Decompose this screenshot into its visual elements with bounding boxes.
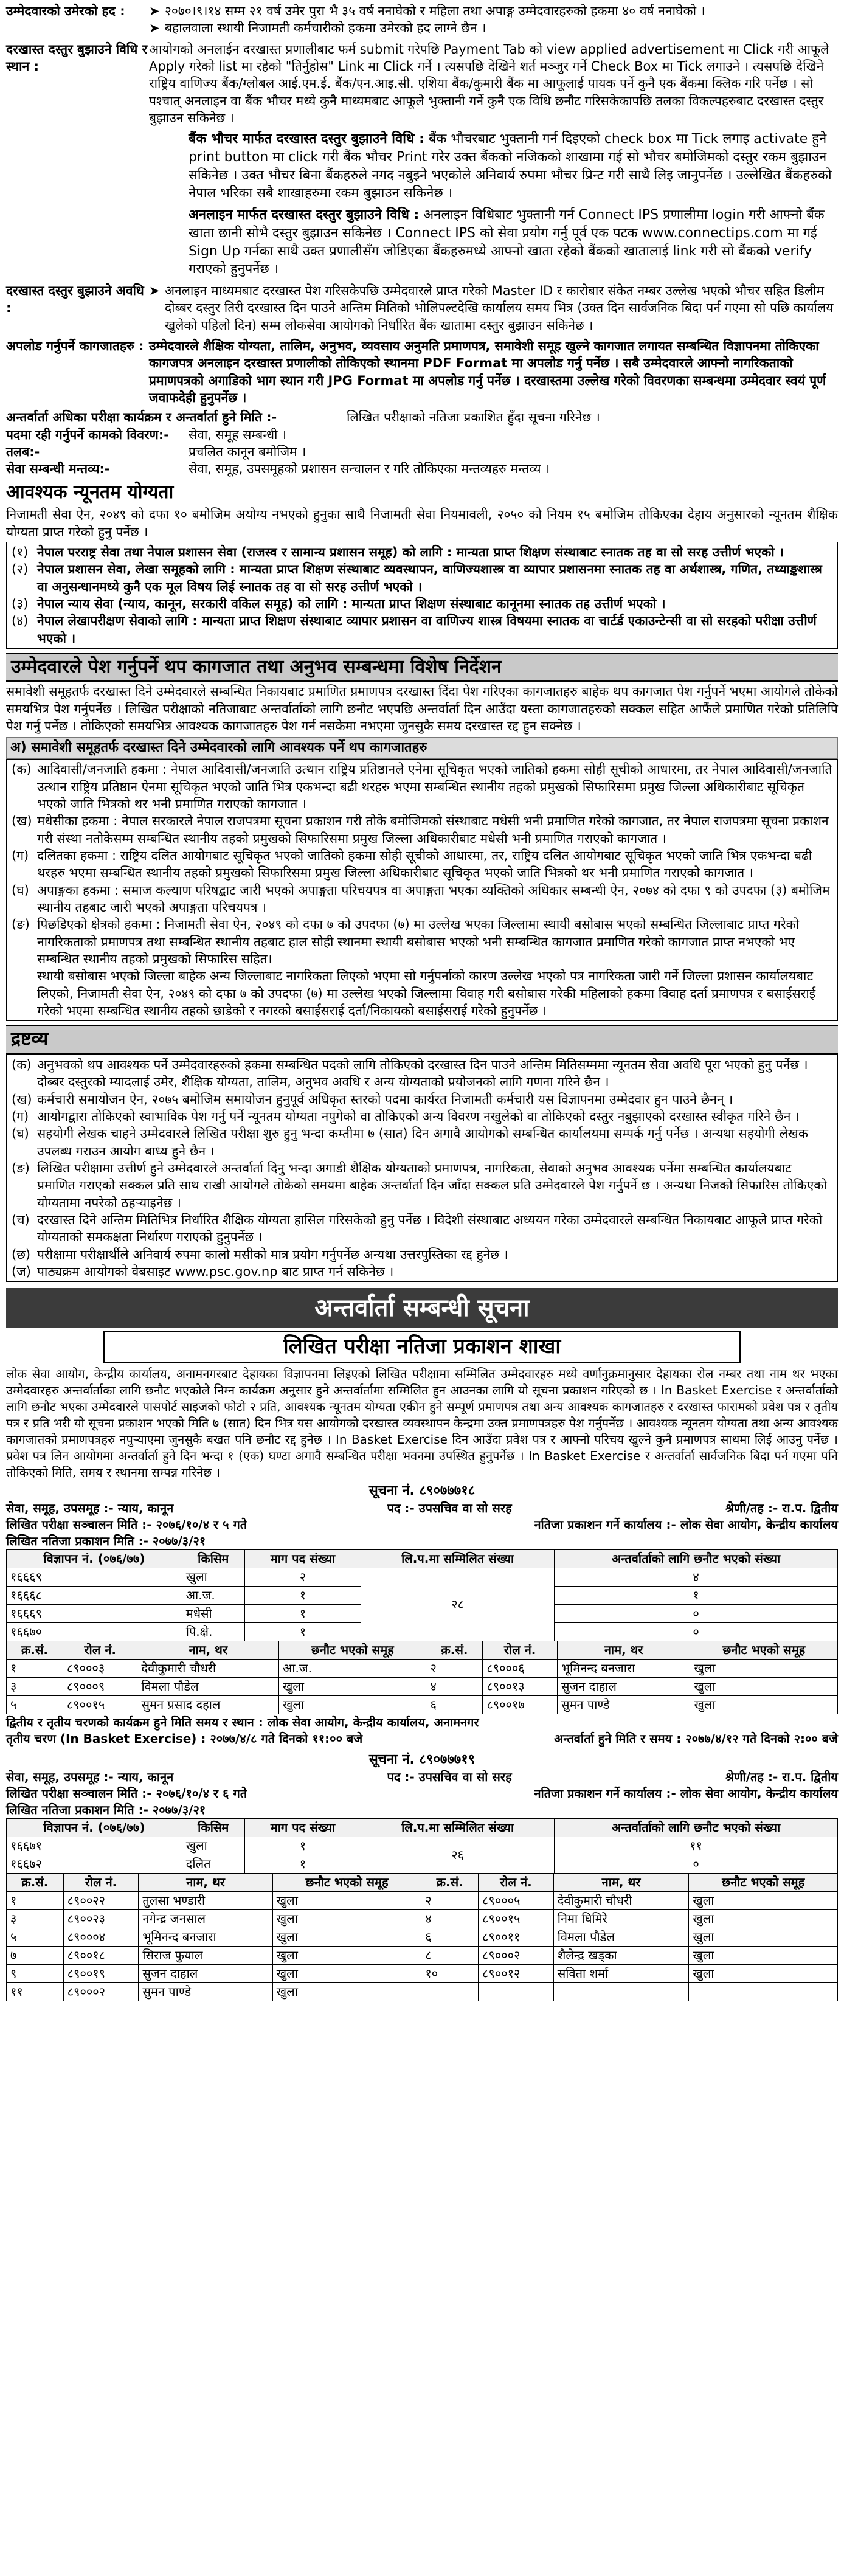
table-row (7, 1928, 838, 1946)
table-cell: ५ (7, 1695, 63, 1714)
table-cell: खुला (272, 1891, 421, 1909)
column-header: रोल नं. (63, 1641, 137, 1659)
item-number: (क) (12, 762, 32, 777)
list-item (12, 612, 832, 647)
table-cell: खुला (689, 1891, 838, 1909)
table-cell: ८९००१९ (63, 1964, 139, 1982)
item-number: (क) (12, 1057, 32, 1072)
schedule-line (6, 1714, 838, 1731)
table-cell: ८९०००४ (63, 1928, 139, 1946)
table-cell: खुला (689, 1928, 838, 1946)
meta-label: सेवा, समूह, उपसमूह :- (6, 1500, 114, 1515)
table-cell: ८९००२२ (63, 1891, 139, 1909)
table-cell: ९ (7, 1964, 64, 1982)
table-cell: ८९००१७ (483, 1695, 558, 1714)
info-text: प्रचलित कानून बमोजिम । (189, 445, 306, 459)
notice-meta-row (6, 1785, 838, 1802)
table-cell: खुला (690, 1677, 838, 1695)
table-cell: १ (555, 1586, 838, 1604)
info-row (6, 443, 838, 460)
table-cell: भूमिनन्द बनजारा (557, 1659, 690, 1677)
item-text: लिखित परीक्षामा उत्तीर्ण हुने उम्मेदवारले अन्तर्वार्ता दिनु भन्दा अगाडी शैक्षिक योग्यताको प्रमाणपत्र, नागरिकता, सेवाको अनुभव आवश्यक पर्नेमा सम्बन्धित कार्यालयबाट प्रमाणित गराएको सक्कल प्रति साथ राखी आयोगले तोकेको समयमा बाहेक अन्तर्वार्ता दिन जाँदा सक्कल प्रति उम्मेदवारले पेश गर्नुपर्ने छ । अन्यथा निजको सिफारिस तोकिएको योग्यतामा नपरेको ठहर्‍याइनेछ । (37, 1160, 827, 1210)
notice-meta-row (6, 1517, 838, 1533)
list-item (12, 968, 832, 1019)
table-cell: ११ (555, 1837, 838, 1855)
meta-label: पद :- (387, 1769, 415, 1784)
table-cell: २६ (361, 1837, 555, 1873)
age-limit-row (6, 2, 838, 37)
column-header: विज्ञापन नं. (०७६/७७) (7, 1549, 182, 1568)
item-number: (च) (12, 1212, 30, 1227)
table-cell: ८९०००९ (63, 1677, 137, 1695)
table-cell: १६६७२ (7, 1855, 182, 1873)
meta-label: लिखित नतिजा प्रकाशन मिति :- (6, 1802, 148, 1817)
column-header: लि.प.मा सम्मिलित संख्या (361, 1818, 555, 1837)
column-header: क्र.सं. (421, 1873, 479, 1891)
info-row (6, 460, 838, 477)
deadline-body: अनलाइन माध्यमबाट दरखास्त पेश गरिसकेपछि उम्मेदवारले प्राप्त गरेको Master ID र कारोबार संकेत नम्बर उल्लेख भएको भौचर सहित डिलीम दोब्बर दस्तुर तिरी दरखास्त दिन पाउने अन्तिम मितिको भोलिपल्टदेखि कार्यालय समय भित्र (उक्त दिन सार्वजनिक बिदा पर्न गएमा सो पछि कार्यालय खुलेको पहिलो दिन) सम्म लोकसेवा आयोगको निर्धारित बैंक खातामा दस्तुर बुझाउन सकिनेछ । (165, 283, 834, 333)
table-cell: खुला (272, 1964, 421, 1982)
meta-label: पद :- (387, 1500, 415, 1515)
table-cell: ४ (426, 1677, 483, 1695)
table-cell: देवीकुमारी चौधरी (137, 1659, 279, 1677)
item-text: आयोगद्वारा तोकिएको स्वाभाविक पेश गर्नु पर्ने न्यूनतम योग्यता नपुगेको वा तोकिएको अन्य विवरण नखुलेको वा तोकिएको दस्तुर नबुझाएको दरखास्त स्वीकृत गरिने छैन । (37, 1109, 800, 1124)
item-text: नेपाल परराष्ट्र सेवा तथा नेपाल प्रशासन सेवा (राजस्व र सामान्य प्रशासन समूह) को लागि : मान्यता प्राप्त शिक्षण संस्थाबाट स्नातक तह वा सो सरह उत्तीर्ण भएको । (37, 544, 784, 559)
upload-label: अपलोड गर्नुपर्ने कागजातहरु : (6, 338, 144, 353)
table-row (7, 1964, 838, 1982)
table-cell: ८ (421, 1946, 479, 1964)
column-header: लि.प.मा सम्मिलित संख्या (361, 1549, 555, 1568)
item-text: परीक्षामा परीक्षार्थीले अनिवार्य रुपमा कालो मसीको मात्र प्रयोग गर्नुपर्नेछ अन्यथा उत्तरपुस्तिका रद्द हुनेछ । (37, 1247, 508, 1262)
table-cell: खुला (689, 1964, 838, 1982)
column-header: छनौट भएको समूह (272, 1873, 421, 1891)
column-header: अन्तर्वार्ताको लागि छनौट भएको संख्या (555, 1818, 838, 1837)
schedule-value: लोक सेवा आयोग, केन्द्रीय कार्यालय, अनामनगर (267, 1714, 479, 1729)
item-text: कर्मचारी समायोजन ऐन, २०७५ बमोजिम समायोजन हुनुपूर्व अधिकृत स्तरको पदमा कार्यरत निजामती कर्मचारी यस विज्ञापनमा उम्मेदवार हुन पाउने छैनन् । (37, 1092, 733, 1107)
item-number: (ख) (12, 814, 32, 829)
item-number: (घ) (12, 882, 29, 898)
schedule-value: २०७७/४/८ गते दिनको ११:०० बजे (210, 1731, 363, 1746)
notes-list (6, 1054, 838, 1282)
info-row (6, 426, 838, 443)
document-page (6, 0, 838, 2001)
fee-method-body: आयोगको अनलाईन दरखास्त प्रणालीबाट फर्म submit गरेपछि Payment Tab को view applied advertisement मा Click गरी आफूले Apply गरेको list मा रहेको "तिर्नुहोस" Link मा Click गर्ने । त्यसपछि देखिने शर्त मञ्जुर गर्ने Check Box मा Tick लगाउने । त्यसपछि देखिने राष्ट्रिय वाणिज्य बैंक/ग्लोबल आई.एम.ई. बैंक/एन.आइ.सी. एशिया बैंक/कुमारी बैंक मा आफूलाई पायक पर्ने कुनै एक बैंकमा क्लिक गरि पर्नेछ । सो पश्चात् अनलाइन वा बैंक भौचर मध्ये कुनै माध्यमबाट आफूले भुक्तानी गर्ने कुनै एक विधि छनौट गरिसकेकापछि तलका विकल्पहरुबाट दरखास्त दस्तुर बुझाउन सकिनेछ । (149, 41, 829, 126)
table-cell: ८९०००६ (483, 1659, 558, 1677)
table-cell: २८ (361, 1568, 555, 1641)
list-item (12, 1263, 832, 1280)
results-table (6, 1641, 838, 1714)
item-number: (४) (12, 614, 29, 629)
bullet-icon: ➤ (149, 4, 160, 18)
notice-meta-row (6, 1769, 838, 1785)
table-cell: देवीकुमारी चौधरी (553, 1891, 689, 1909)
column-header: किसिम (182, 1818, 244, 1837)
meta-value: २०७६/१०/४ र ६ गते (156, 1785, 247, 1801)
bullet-icon: ➤ (149, 21, 160, 36)
item-number: (छ) (12, 1247, 31, 1262)
table-cell: ८९०००२ (63, 1982, 139, 2001)
list-item (12, 544, 832, 561)
info-label: पदमा रही गर्नुपर्ने कामको विवरण:- (6, 427, 169, 442)
table-cell: ० (555, 1604, 838, 1622)
meta-label: लिखित परीक्षा सञ्चालन मिति :- (6, 1785, 152, 1801)
table-cell: ० (555, 1855, 838, 1873)
table-cell: २ (421, 1891, 479, 1909)
deadline-text (149, 282, 838, 334)
table-cell: आ.ज. (279, 1659, 426, 1677)
notes-heading: द्रष्टव्य (6, 1025, 838, 1054)
column-header: क्र.सं. (7, 1873, 64, 1891)
item-number: (२) (12, 562, 29, 577)
online-text: अनलाइन विधिबाट भुक्तानी गर्न Connect IPS प्रणालीमा login गरी आफ्नो बैंक खाता छानी सोभै दस्तुर बुझाउन सकिनेछ । Connect IPS को सेवा प्रयोग गर्नु पूर्व एक पटक www.connectips.com मा गई Sign Up गर्नका साथै उक्त प्रणालीसँग जोडिएका बैंकहरुमध्ये आफ्नो खाता रहेको बैंकको खातालाई link गरी सो बैंकको verify गराएको हुनुपर्नेछ । (189, 207, 825, 277)
table-header-row (7, 1818, 838, 1837)
list-item (12, 1160, 832, 1211)
item-text: अनुभवको थप आवश्यक पर्ने उम्मेदवारहरुको हकमा सम्बन्धित पदको लागि तोकिएको दरखास्त दिन पाउने अन्तिम मितिसम्ममा न्यूनतम सेवा अवधि पूरा भएको हुनु पर्नेछ । दोब्बर दस्तुरको म्यादलाई उमेर, शैक्षिक योग्यता, तालिम, अनुभव अवधि र अन्य योग्यताको प्रयोजनको लागि गणना गरिने छैन । (37, 1057, 808, 1090)
table-cell: खुला (272, 1982, 421, 2001)
column-header: छनौट भएको समूह (690, 1641, 838, 1659)
online-title: अनलाइन मार्फत दरखास्त दस्तुर बुझाउने विधि : (189, 207, 420, 223)
table-cell: खुला (279, 1677, 426, 1695)
column-header: माग पद संख्या (244, 1818, 361, 1837)
info-label: सेवा सम्बन्धी मन्तव्य:- (6, 462, 110, 477)
table-cell (689, 1982, 838, 2001)
table-cell: निमा घिमिरे (553, 1909, 689, 1928)
table-cell: ८९००१५ (479, 1909, 554, 1928)
column-header: नाम, थर (139, 1873, 272, 1891)
table-header-row (7, 1549, 838, 1568)
table-cell: ८९०००५ (479, 1891, 554, 1909)
table-cell: नगेन्द्र जनसाल (139, 1909, 272, 1928)
table-row (7, 1695, 838, 1714)
column-header: माग पद संख्या (244, 1549, 361, 1568)
table-cell: १६६६९ (7, 1604, 182, 1622)
table-cell: ८९००१३ (483, 1677, 558, 1695)
table-row (7, 1982, 838, 2001)
list-item (12, 761, 832, 812)
table-cell: २ (244, 1568, 361, 1586)
table-cell: सविता शर्मा (553, 1964, 689, 1982)
column-header: रोल नं. (483, 1641, 558, 1659)
table-cell: विमला पौडेल (553, 1928, 689, 1946)
table-cell: खुला (689, 1946, 838, 1964)
table-cell: पि.क्षे. (182, 1622, 244, 1641)
meta-value: २०७७/३/२१ (152, 1533, 206, 1548)
upload-row (6, 338, 838, 406)
table-cell: १ (7, 1659, 63, 1677)
list-item (12, 595, 832, 612)
item-number: (ङ) (12, 917, 30, 932)
voucher-title: बैंक भौचर मार्फत दरखास्त दस्तुर बुझाउने विधि : (189, 131, 424, 147)
column-header: क्र.सं. (426, 1641, 483, 1659)
info-label: तलब:- (6, 445, 40, 459)
column-header: नाम, थर (553, 1873, 689, 1891)
info-text: सेवा, समूह, उपसमूहको प्रशासन सन्चालन र गरि तोकिएका मन्तव्यहरु मन्तव्य । (189, 462, 550, 477)
schedule-value: २०७७/४/१२ गते दिनको २:०० बजे (685, 1731, 838, 1746)
column-header: विज्ञापन नं. (०७६/७७) (7, 1818, 182, 1837)
meta-value: २०७७/३/२१ (152, 1802, 206, 1817)
age-limit-label: उम्मेदवारको उमेरको हद : (6, 4, 125, 18)
column-header: रोल नं. (63, 1873, 139, 1891)
table-cell: ८९००१८ (63, 1946, 139, 1964)
item-number: (ङ) (12, 1160, 30, 1175)
table-row (7, 1946, 838, 1964)
notice-number: सूचना नं. ८९०७७७१८ (368, 1483, 476, 1499)
item-number: (१) (12, 544, 29, 559)
table-row (7, 1909, 838, 1928)
fee-method-row (6, 41, 838, 127)
table-cell: ५ (7, 1928, 64, 1946)
meta-value: उपसचिव वा सो सरह (418, 1500, 512, 1515)
meta-value: न्याय, कानून (117, 1769, 174, 1784)
table-cell: सुमन प्रसाद दहाल (137, 1695, 279, 1714)
table-cell: आ.ज. (182, 1586, 244, 1604)
table-cell: १ (244, 1586, 361, 1604)
qualification-list (6, 542, 838, 649)
notice-meta-row (6, 1802, 838, 1818)
table-cell: ६ (426, 1695, 483, 1714)
info-text: लिखित परीक्षाको नतिजा प्रकाशित हुँदा सूचना गरिनेछ । (347, 410, 600, 425)
column-header: किसिम (182, 1549, 244, 1568)
meta-label: श्रेणी/तह :- (725, 1769, 778, 1784)
age-limit-text: २०७०।९।१४ सम्म २१ वर्ष उमेर पुरा भै ३५ वर्ष ननाघेको र महिला तथा अपाङ्ग उम्मेदवारहरुको हकमा ४० वर्ष ननाघेको । (165, 4, 705, 18)
table-cell: भूमिनन्द बनजारा (139, 1928, 272, 1946)
table-cell: खुला (272, 1909, 421, 1928)
item-text: सहयोगी लेखक चाहने उम्मेदवारले लिखित परीक्षा शुरु हुनु भन्दा कम्तीमा ७ (सात) दिन अगावै आयोगको सम्बन्धित कार्यालयमा सम्पर्क गर्नु पर्नेछ । अन्यथा सहयोगी लेखक उपलब्ध गराउन आयोग बाध्य हुने छैन । (37, 1126, 808, 1158)
deadline-row (6, 282, 838, 334)
table-cell: १ (244, 1837, 361, 1855)
item-number: (ग) (12, 1109, 29, 1124)
item-text: आदिवासी/जनजाति हकमा : नेपाल आदिवासी/जनजाति उत्थान राष्ट्रिय प्रतिष्ठानले एनेमा सूचिकृत भएको जातिको हकमा सोही सूचीको आधारमा, तर नेपाल आदिवासी/जनजाति उत्थान राष्ट्रिय प्रतिष्ठान ऐनमा सूचिकृत भएको जाति भित्र एकभन्दा बढी थरहरु भएमा सम्बन्धित स्थानीय तहको प्रमुखको सिफारिसमा प्रमुख जिल्ला अधिकारीबाट सूचिकृत भएको जाति भित्रको थर भनी प्रमाणित गराएको कागजात । (37, 762, 832, 811)
meta-value: २०७६/१०/४ र ५ गते (156, 1517, 247, 1532)
advertisement-table (6, 1818, 838, 1874)
table-row (7, 1659, 838, 1677)
table-cell (421, 1982, 479, 2001)
interview-banner: अन्तर्वार्ता सम्बन्धी सूचना (6, 1288, 838, 1328)
list-item (12, 882, 832, 916)
table-cell: १ (244, 1855, 361, 1873)
meta-value: रा.प. द्वितीय (782, 1769, 838, 1784)
item-text: पाठ्यक्रम आयोगको वेबसाइट www.psc.gov.np बाट प्राप्त गर्न सकिनेछ । (37, 1264, 394, 1279)
table-cell: ० (555, 1622, 838, 1641)
result-section-banner: लिखित परीक्षा नतिजा प्रकाशन शाखा (103, 1331, 741, 1363)
item-text: पिछडिएको क्षेत्रको हकमा : निजामती सेवा ऐन, २०४९ को दफा ७ को उपदफा (७) मा उल्लेख भएका जिल्लामा स्थायी बसोबास भएको सम्बन्धित जिल्लाबाट प्राप्त गरेको नागरिकताको प्रमाणपत्र तथा सम्बन्धित स्थानीय तहबाट हाल सोही स्थानमा स्थायी बसोबास भएको भनी सम्बन्धित कागजात प्रमाणित गरेको कागजात प्राप्त नभएको भए सम्बन्धित स्थानीय तहको प्रमुखको सिफारिस सहित। (37, 917, 800, 966)
list-item (12, 1125, 832, 1160)
list-item (12, 1091, 832, 1108)
documents-subheading: अ) समावेशी समूहतर्फ दरखास्त दिने उम्मेदवारको लागि आवश्यक पर्ने थप कागजातहरु (6, 737, 838, 759)
item-text: दरखास्त दिने अन्तिम मितिभित्र निर्धारित शैक्षिक योग्यता हासिल गरिसकेको हुनु पर्नेछ । विदेशी संस्थाबाट अध्ययन गरेका उम्मेदवारले सम्बन्धित निकायबाट आफूले प्राप्त गरेको योग्यताको समकक्षता निर्धारण गराएको हुनुपर्नेछ । (37, 1212, 823, 1245)
table-cell: १६६७१ (7, 1837, 182, 1855)
table-cell: खुला (182, 1568, 244, 1586)
table-cell: ७ (7, 1946, 64, 1964)
list-item (12, 847, 832, 882)
age-limit-list (149, 2, 838, 37)
documents-heading: उम्मेदवारले पेश गर्नुपर्ने थप कागजात तथा अनुभव सम्बन्धमा विशेष निर्देशन (6, 653, 838, 682)
item-text: स्थायी बसोबास भएको जिल्ला बाहेक अन्य जिल्लाबाट नागरिकता लिएको भएमा सो गर्नुपर्नाको कारण उल्लेख भएको पत्र नागरिकता जारी गर्ने जिल्ला प्रशासन कार्यालयबाट लिएको, निजामती सेवा ऐन, २०४९ को दफा ७ को उपदफा (७) मा उल्लेख भएको जिल्लामा विवाह गरी बसोबास गरेकी महिलाको हकमा विवाह दर्ता प्रमाणपत्र र बसाईसराई गरेको भएमा सम्बन्धित स्थानीय तहको छाडेको र नगरको बसाईसराई दर्ता/निकायको बसाईसराई गरेको हुनुपर्नेछ । (37, 969, 816, 1018)
info-label: अन्तर्वार्ता अधिका परीक्षा कार्यक्रम र अन्तर्वार्ता हुने मिति :- (6, 410, 277, 425)
table-header-row (7, 1641, 838, 1659)
fee-method-text (149, 41, 838, 127)
list-item (12, 812, 832, 847)
voucher-text: बैंक भौचरबाट भुक्तानी गर्न दिइएको check box मा Tick लगाइ activate हुने print button मा click गरी बैंक भौचर Print गरेर उक्त बैंकको नजिकको शाखामा गई सो भौचर बमोजिमको दस्तुर रकम बुझाउन सकिनेछ । उक्त भौचर बिना बैंकहरुले नगद नबुझ्ने भएकोले अनिवार्य रुपमा भौचर प्रिन्ट गरी साथै लिइ जानुपर्नेछ । उल्लेखित बैंकहरुको नेपाल भरिका सबै शाखाहरुमा रकम बुझाउन सकिनेछ । (189, 131, 832, 201)
item-number: (ज) (12, 1264, 31, 1279)
meta-label: नतिजा प्रकाशन गर्ने कार्यालय :- (534, 1785, 676, 1801)
table-cell: १ (244, 1604, 361, 1622)
table-cell: ८९०००३ (63, 1659, 137, 1677)
documents-intro: समावेशी समूहतर्फ दरखास्त दिने उम्मेदवारले सम्बन्धित निकायबाट प्रमाणित प्रमाणपत्र दरखास्त दिंदा पेश गरिएका कागजातहरु बाहेक थप कागजात पेश गर्नुपर्ने भएमा आयोगले तोकेको समयभित्र पेश गर्नुपर्नेछ । लिखित परीक्षाको नतिजाबाट अन्तर्वार्ताको लागि छनौट भएपछि अन्तर्वार्ता दिन आउँदा यस्ता कागजातहरुको सक्कल सहित आफैंले प्रमाणित गरेको प्रतिलिपि पेश गर्नु पर्नेछ । तोकिएको समयभित्र आवश्यक कागजातहरु पेश गर्न नसकेमा नभएमा जुनसुकै समय दरखास्त रद्द हुन सक्नेछ । (6, 684, 838, 734)
table-cell: खुला (272, 1928, 421, 1946)
info-row (6, 409, 838, 426)
table-cell: ३ (7, 1677, 63, 1695)
table-cell (479, 1982, 554, 2001)
table-cell (553, 1982, 689, 2001)
meta-value: लोक सेवा आयोग, केन्द्रीय कार्यालय (680, 1785, 838, 1801)
fee-method-label: दरखास्त दस्तुर बुझाउने विधि र स्थान : (6, 41, 148, 74)
table-cell: सिराज फुयाल (139, 1946, 272, 1964)
table-cell: १६६६८ (7, 1586, 182, 1604)
table-cell: मधेसी (182, 1604, 244, 1622)
table-cell: सुजन दाहाल (557, 1677, 690, 1695)
meta-value: न्याय, कानून (117, 1500, 174, 1515)
item-number: (घ) (12, 1126, 29, 1141)
meta-label: श्रेणी/तह :- (725, 1500, 778, 1515)
table-row (7, 1837, 838, 1855)
notice-meta-row (6, 1533, 838, 1549)
schedule-label: तृतीय चरण (In Basket Exercise) : (6, 1731, 206, 1746)
meta-label: लिखित नतिजा प्रकाशन मिति :- (6, 1533, 148, 1548)
table-cell: ८९००२३ (63, 1909, 139, 1928)
column-header: रोल नं. (479, 1873, 554, 1891)
results-table (6, 1873, 838, 2001)
table-header-row (7, 1873, 838, 1891)
item-text: दलितका हकमा : राष्ट्रिय दलित आयोगबाट सूचिकृत भएको जातिको हकमा सोही सूचीको आधारमा, तर, राष्ट्रिय दलित आयोगबाट सूचिकृत भएको जाति भित्र एकभन्दा बढी थरहरु भएमा सम्बन्धित स्थानीय तहको प्रमुखको सिफारिसमा प्रमुख जिल्ला अधिकारीबाट सूचिकृत भएको जाति भित्रको थर भनी प्रमाणित गराएको कागजात । (37, 848, 812, 881)
table-cell: सुमन पाण्डे (139, 1982, 272, 2001)
meta-label: लिखित परीक्षा सञ्चालन मिति :- (6, 1517, 152, 1532)
table-cell: १ (244, 1622, 361, 1641)
list-item (12, 1108, 832, 1125)
column-header: नाम, थर (557, 1641, 690, 1659)
table-cell: ११ (7, 1982, 64, 2001)
qualification-heading: आवश्यक न्यूनतम योग्यता (6, 481, 174, 503)
item-text: मधेसीका हकमा : नेपाल सरकारले नेपाल राजपत्रमा सूचना प्रकाशन गरी तोके बमोजिमको संस्थाबाट मधेसी भनी प्रमाणित गरेको कागजात, तर नेपाल राजपत्रमा सूचना प्रकाशन गरी संस्था नतोकेसम्म सम्बन्धित स्थानीय तहको प्रमुखको सिफारिसमा प्रमुख जिल्ला अधिकारीबाट मधेसी भनी प्रमाणित गराएको कागजात । (37, 814, 829, 846)
info-text: सेवा, समूह सम्बन्धी । (189, 427, 287, 442)
table-cell: सुमन पाण्डे (557, 1695, 690, 1714)
schedule-label: द्वितीय र तृतीय चरणको कार्यक्रम हुने मिति समय र स्थान : (6, 1714, 263, 1729)
table-cell: खुला (272, 1946, 421, 1964)
table-cell: ३ (7, 1909, 64, 1928)
list-item (12, 1056, 832, 1091)
meta-label: सेवा, समूह, उपसमूह :- (6, 1769, 114, 1784)
table-cell: विमला पौडेल (137, 1677, 279, 1695)
voucher-section (6, 130, 838, 203)
item-number: (३) (12, 596, 29, 611)
table-row (7, 1677, 838, 1695)
item-text: नेपाल न्याय सेवा (न्याय, कानून, सरकारी वकिल समूह) को लागि : मान्यता प्राप्त शिक्षण संस्थाबाट कानूनमा स्नातक तह उत्तीर्ण भएको । (37, 596, 666, 611)
table-cell: १० (421, 1964, 479, 1982)
table-cell: ४ (555, 1568, 838, 1586)
meta-value: उपसचिव वा सो सरह (418, 1769, 512, 1784)
table-cell: १६६७० (7, 1622, 182, 1641)
table-cell: शैलेन्द्र खड्का (553, 1946, 689, 1964)
bullet-icon: ➤ (149, 283, 160, 298)
table-cell: दलित (182, 1855, 244, 1873)
list-item (12, 916, 832, 968)
meta-label: नतिजा प्रकाशन गर्ने कार्यालय :- (534, 1517, 676, 1532)
upload-text: उम्मेदवारले शैक्षिक योग्यता, तालिम, अनुभव, व्यवसाय अनुमति प्रमाणपत्र, समावेशी समूह खुल्ने कागजात लगायत सम्बन्धित विज्ञापनमा तोकिएका कागजपत्र अनलाइन दरखास्त प्रणालीको तोकिएको स्थानमा PDF Format मा अपलोड गर्नु पर्नेछ । सबै उम्मेदवारले आफ्नो नागरिकताको प्रमाणपत्रको अगाडिको भाग स्थान गरी JPG Format मा अपलोड गर्नु पर्नेछ । दरखास्तमा उल्लेख गरेको विवरणका सम्बन्धमा उम्मेदवार स्वयं पूर्ण जवाफदेही हुनुपर्नेछ । (149, 338, 826, 405)
list-item (12, 561, 832, 595)
table-row (7, 1891, 838, 1909)
list-item (12, 1211, 832, 1246)
column-header: क्र.सं. (7, 1641, 63, 1659)
deadline-label: दरखास्त दस्तुर बुझाउने अवधि : (6, 283, 144, 316)
item-text: नेपाल लेखापरीक्षण सेवाको लागि : मान्यता प्राप्त शिक्षण संस्थाबाट व्यापार प्रशासन वा वाणिज्य शास्त्र विषयमा स्नातक वा चार्टर्ड एकाउन्टेन्सी वा सो सरहको परीक्षा उत्तीर्ण भएको । (37, 614, 817, 646)
item-text: नेपाल प्रशासन सेवा, लेखा समूहको लागि : मान्यता प्राप्त शिक्षण संस्थाबाट व्यवस्थापन, वाणिज्यशास्त्र वा व्यापार प्रशासनमा स्नातक तह वा अर्थशास्त्र, गणित, तथ्याङ्कशास्त्र वा अनुसन्धानमध्ये कुनै एक मूल विषय लिई स्नातक तह वा सो सरह उत्तीर्ण भएको । (37, 562, 822, 594)
table-cell: खुला (690, 1659, 838, 1677)
table-cell: १ (7, 1891, 64, 1909)
table-cell: ८९०००२ (479, 1946, 554, 1964)
table-cell: ८९००१५ (63, 1695, 137, 1714)
documents-list (6, 759, 838, 1021)
column-header: अन्तर्वार्ताको लागि छनौट भएको संख्या (555, 1549, 838, 1568)
schedule-line (6, 1731, 838, 1747)
advertisement-table (6, 1549, 838, 1641)
meta-value: रा.प. द्वितीय (782, 1500, 838, 1515)
column-header: छनौट भएको समूह (279, 1641, 426, 1659)
info-rows (6, 409, 838, 477)
table-cell: ४ (421, 1909, 479, 1928)
table-cell: तुलसा भण्डारी (139, 1891, 272, 1909)
notice-number: सूचना नं. ८९०७७७१९ (368, 1751, 476, 1767)
column-header: छनौट भएको समूह (689, 1873, 838, 1891)
list-item (12, 1246, 832, 1263)
item-text: अपाङ्गका हकमा : समाज कल्याण परिषद्बाट जारी भएको अपाङ्गता परिचयपत्र वा अपाङ्गता भएका व्यक्तिको अधिकार सम्बन्धी ऐन, २०७४ को दफा ९ को उपदफा (३) बमोजिम स्थानीय तहबाट जारी भएको अपाङ्गता परिचयपत्र । (37, 882, 830, 915)
interview-intro: लोक सेवा आयोग, केन्द्रीय कार्यालय, अनामनगरबाट देहायका विज्ञापनमा लिइएको लिखित परीक्षामा सम्मिलित उम्मेदवारहरु मध्ये वर्णानुक्रमानुसार देहायका रोल नम्बर तथा नाम थर भएका उम्मेदवारहरु अन्तर्वार्ताका लागि छनौट भएकोले निम्न कार्यक्रम अनुसार हुने अन्तर्वार्तामा सम्मिलित हुन आउनका लागि यो सूचना प्रकाशन गरिएको छ । In Basket Exercise र अन्तर्वार्ताको लागि छनौट भएका उम्मेदवारले पासपोर्ट साइजको फोटो २ प्रति, आवश्यक न्यूनतम योग्यता एकीन हुने सम्पूर्ण प्रमाणपत्र तथा अन्य आवश्यक कागजातहरु र दरखास्त फारामको प्रवेश पत्र र तृतीय पत्र र प्रति भरी यो सूचना प्रकाशन भएको मिति ७ (सात) दिन भित्र यस आयोगको दरखास्त व्यवस्थापन केन्द्रमा उक्त प्रमाणपत्रहरु पेश गर्नुपर्नेछ । आवश्यक न्यूनतम योग्यता तथा अन्य आवश्यक कागजातको प्रमाणपत्रहरु नपुऱ्याएमा जुनसुकै बखत पनि छनौट रद्द हुनेछ । In Basket Exercise दिन आउँदा प्रवेश पत्र र आफ्नो परिचय खुल्ने कुनै प्रमाणपत्र साथमा लिई आउनु पर्नेछ । प्रवेश पत्र लिन आयोगमा अन्तर्वार्ता हुने दिन भन्दा १ (एक) घण्टा अगावै सम्बन्धित परीक्षा भवनमा उपस्थित हुनुपर्नेछ । In Basket Exercise र अन्तर्वार्ता सार्वजनिक बिदा पर्न गएमा पनि तोकिएको मिति, समय र स्थानमा सम्पन्न गरिनेछ । (6, 1366, 838, 1480)
table-cell: सुजन दाहाल (139, 1964, 272, 1982)
table-cell: खुला (182, 1837, 244, 1855)
table-cell: ८९००११ (479, 1928, 554, 1946)
meta-value: लोक सेवा आयोग, केन्द्रीय कार्यालय (680, 1517, 838, 1532)
schedule-label: अन्तर्वार्ता हुने मिति र समय : (553, 1731, 682, 1746)
table-cell: ८९००१२ (479, 1964, 554, 1982)
table-row (7, 1568, 838, 1586)
item-number: (ग) (12, 848, 29, 863)
table-cell: २ (426, 1659, 483, 1677)
item-number: (ख) (12, 1092, 32, 1107)
table-cell: खुला (279, 1695, 426, 1714)
online-section (6, 206, 838, 279)
qualification-intro: निजामती सेवा ऐन, २०४९ को दफा १० बमोजिम अयोग्य नभएको हुनुका साथै निजामती सेवा नियमावली, २०५० को नियम १५ बमोजिम तोकिएका देहाय अनुसारको न्यूनतम शैक्षिक योग्यता प्राप्त गरेको हुनु पर्नेछ । (6, 507, 838, 539)
notice-meta-row (6, 1500, 838, 1517)
table-cell: खुला (690, 1695, 838, 1714)
table-cell: १६६६९ (7, 1568, 182, 1586)
column-header: नाम, थर (137, 1641, 279, 1659)
age-limit-text: बहालवाला स्थायी निजामती कर्मचारीको हकमा उमेरको हद लाग्ने छैन । (165, 21, 486, 36)
table-cell: ६ (421, 1928, 479, 1946)
table-cell: खुला (689, 1909, 838, 1928)
